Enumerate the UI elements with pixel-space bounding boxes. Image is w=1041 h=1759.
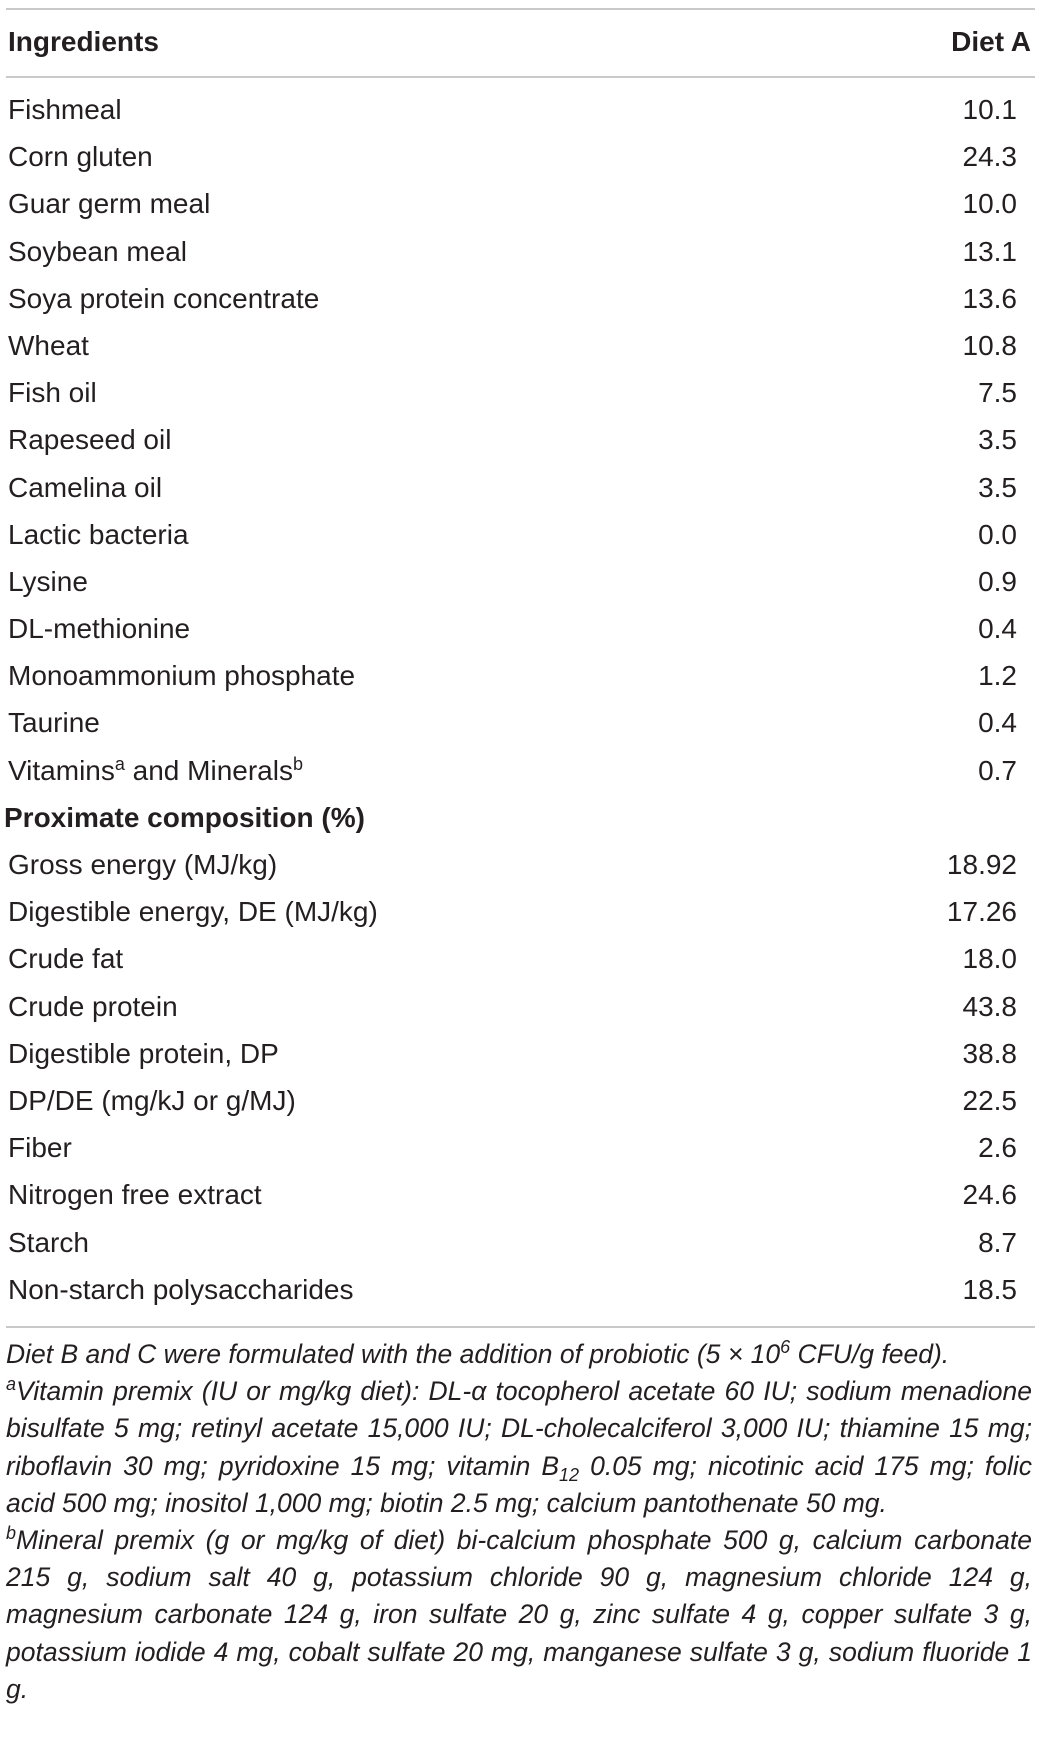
row-value: 0.7	[978, 754, 1017, 786]
row-label: Fishmeal	[8, 94, 122, 125]
row-value: 10.8	[962, 329, 1017, 361]
row-label: Crude protein	[8, 990, 178, 1022]
row-value: 18.0	[962, 943, 1017, 975]
table-row	[0, 985, 1041, 1032]
table-row	[0, 324, 1041, 371]
row-label: Digestible protein, DP	[8, 1037, 279, 1069]
row-value: 10.0	[962, 188, 1017, 220]
row-value: 7.5	[978, 377, 1017, 409]
table-row	[0, 890, 1041, 937]
row-value: 0.4	[978, 613, 1017, 645]
table-header-row	[0, 18, 1041, 64]
footnote-mineral-text: Mineral premix (g or mg/kg of diet) bi-calcium phosphate 500 g, calcium carbonate 215 g, sodium salt 40 g, potassium chloride 90 g, magnesium chloride 124 g, magnesium carbonate 124 g, iron sulfate 20 g, zinc sulfate 4 g, copper sulfate 3 g, potassium iodide 4 mg, cobalt sulfate 20 mg, manganese sulfate 3 g, sodium fluoride 1 g.	[6, 1525, 1032, 1704]
footnote-vitamin-text: Vitamin premix (IU or mg/kg diet): DL-α tocopherol acetate 60 IU; sodium menadione bisulfate 5 mg; retinyl acetate 15,000 IU; DL-cholecalciferol 3,000 IU; thiamine 15 mg; riboflavin 30 mg; pyridoxine 15 mg; vitamin B	[6, 1376, 1032, 1481]
row-value: 17.26	[946, 896, 1017, 928]
row-value: 18.92	[946, 849, 1017, 880]
table-body	[0, 88, 1041, 1315]
footnote-vitamin-premix	[6, 1373, 1032, 1522]
footnote-mark-b: b	[6, 1523, 17, 1544]
table-row	[0, 1032, 1041, 1079]
footnote-vitamin-tail: 0.05 mg; nicotinic acid 175 mg; folic acid 500 mg; inositol 1,000 mg; biotin 2.5 mg; calcium pantothenate 50 mg.	[6, 1450, 1032, 1518]
row-label: Corn gluten	[8, 141, 153, 173]
table-bottom-rule	[6, 1326, 1035, 1328]
row-label: Digestible energy, DE (MJ/kg)	[8, 896, 378, 928]
row-label: Nitrogen free extract	[8, 1179, 262, 1211]
table-row	[0, 1268, 1041, 1315]
row-value: 2.6	[978, 1132, 1017, 1164]
row-value: 3.5	[978, 471, 1017, 503]
table-row	[0, 418, 1041, 465]
row-value: 13.6	[962, 282, 1017, 314]
table-row	[0, 182, 1041, 229]
row-value: 8.7	[978, 1226, 1017, 1258]
table-row	[0, 277, 1041, 324]
section-title: Proximate composition (%)	[4, 801, 365, 833]
minerals-text: and Minerals	[124, 754, 293, 786]
table-row	[0, 1173, 1041, 1220]
table-row	[0, 1079, 1041, 1126]
table-row	[0, 937, 1041, 984]
row-label: Fish oil	[8, 377, 97, 409]
footnote-mineral-premix	[6, 1522, 1032, 1708]
row-label: Fiber	[8, 1132, 72, 1164]
row-label: DP/DE (mg/kJ or g/MJ)	[8, 1084, 296, 1116]
table-row	[0, 513, 1041, 560]
row-label: Monoammonium phosphate	[8, 660, 356, 692]
row-value: 13.1	[962, 235, 1017, 267]
section-heading-row	[0, 796, 1041, 843]
table-header-rule	[6, 76, 1035, 78]
table-row	[0, 701, 1041, 748]
row-value: 1.2	[978, 660, 1017, 692]
footnote-mark-a: a	[6, 1374, 17, 1395]
row-value: 10.1	[962, 94, 1017, 125]
table-row	[0, 654, 1041, 701]
header-ingredients: Ingredients	[8, 26, 159, 57]
table-row	[0, 371, 1041, 418]
row-label	[8, 755, 303, 787]
row-label: Taurine	[8, 707, 100, 739]
row-label: Non-starch polysaccharides	[8, 1273, 354, 1305]
row-label: Wheat	[8, 329, 89, 361]
footnote-mark-a: a	[114, 753, 125, 774]
table-row	[0, 843, 1041, 890]
row-label: Soya protein concentrate	[8, 282, 320, 314]
row-value: 24.3	[962, 141, 1017, 173]
row-value: 43.8	[962, 990, 1017, 1022]
row-label: Soybean meal	[8, 235, 188, 267]
table-row	[0, 607, 1041, 654]
row-label: Rapeseed oil	[8, 424, 172, 456]
table-footnotes	[6, 1336, 1032, 1708]
row-value: 24.6	[962, 1179, 1017, 1211]
header-diet-a: Diet A	[951, 26, 1031, 57]
row-value: 22.5	[962, 1084, 1017, 1116]
row-label: Starch	[8, 1226, 89, 1258]
vitamins-text: Vitamins	[8, 754, 115, 786]
row-value: 0.0	[978, 518, 1017, 550]
exponent: 6	[780, 1337, 791, 1357]
row-value: 38.8	[962, 1037, 1017, 1069]
row-label: Lysine	[8, 565, 88, 597]
row-value: 18.5	[962, 1273, 1017, 1305]
table-row	[0, 88, 1041, 135]
footnote-mark-b: b	[292, 753, 303, 774]
table-row-vitamins-minerals	[0, 749, 1041, 796]
table-top-rule	[6, 8, 1035, 10]
table-row	[0, 135, 1041, 182]
footnote-probiotic	[6, 1336, 1032, 1373]
subscript-12: 12	[559, 1464, 580, 1485]
table-row	[0, 560, 1041, 607]
footnote-probiotic-text: Diet B and C were formulated with the addition of probiotic (5 × 10	[6, 1339, 781, 1369]
row-label: Crude fat	[8, 943, 124, 975]
row-value: 3.5	[978, 424, 1017, 456]
table-row	[0, 1221, 1041, 1268]
row-label: Lactic bacteria	[8, 518, 189, 550]
table-row	[0, 230, 1041, 277]
row-label: DL-methionine	[8, 613, 191, 645]
row-label: Camelina oil	[8, 471, 163, 503]
table-row	[0, 466, 1041, 513]
row-value: 0.9	[978, 565, 1017, 597]
table-row	[0, 1126, 1041, 1173]
row-label: Gross energy (MJ/kg)	[8, 849, 278, 880]
footnote-probiotic-tail: CFU/g feed).	[790, 1339, 950, 1369]
row-value: 0.4	[978, 707, 1017, 739]
row-label: Guar germ meal	[8, 188, 211, 220]
